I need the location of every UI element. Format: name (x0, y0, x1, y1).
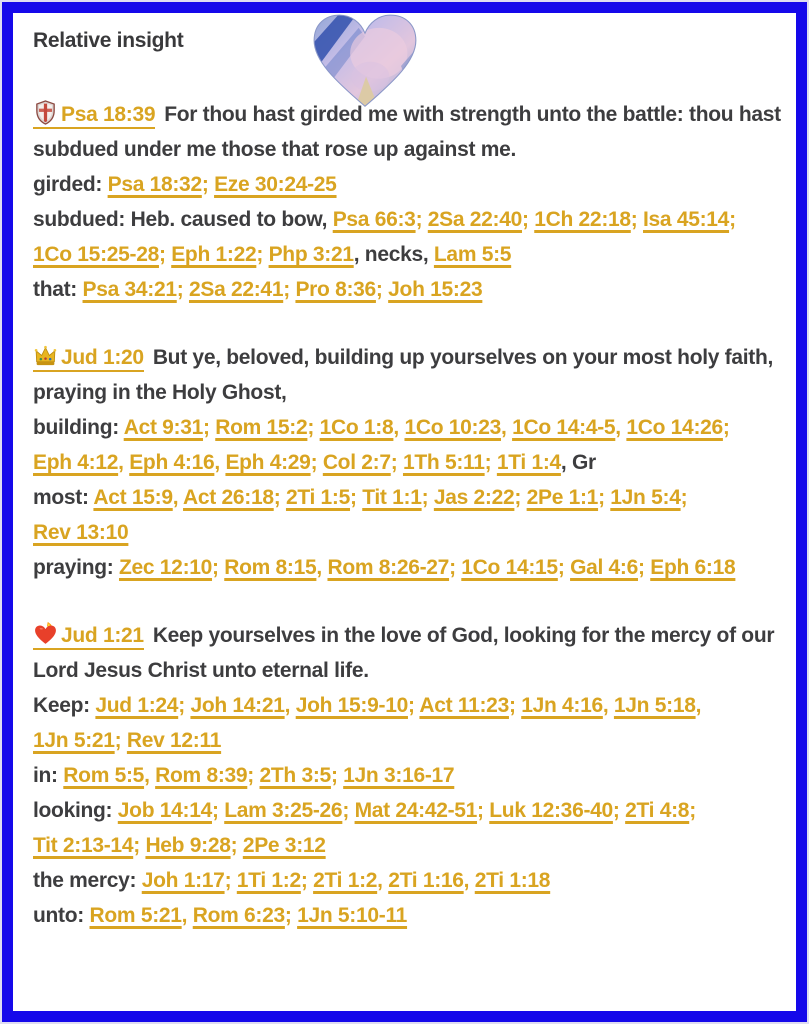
page (2, 2, 807, 1022)
shield-icon (33, 100, 58, 125)
scripture-link[interactable]: Eph 4:29 (225, 451, 311, 474)
scripture-link[interactable]: 1Jn 5:21 (33, 729, 115, 752)
scripture-link[interactable]: 1Co 14:15 (461, 556, 558, 579)
ref-label: looking: (33, 799, 118, 822)
separator: ; (557, 556, 571, 579)
scripture-link[interactable]: Rom 8:15 (224, 556, 317, 579)
separator: ; (256, 243, 269, 266)
verse-heading (33, 618, 788, 688)
separator: ; (350, 486, 363, 509)
scripture-link[interactable]: 2Sa 22:40 (427, 208, 523, 231)
separator: ; (680, 486, 688, 509)
scripture-link[interactable]: Rom 5:5 (63, 764, 145, 787)
ref-label: the mercy: (33, 869, 142, 892)
cross-ref-line (33, 758, 788, 793)
scripture-link[interactable]: 1Ti 1:4 (496, 451, 561, 474)
separator: ; (224, 869, 237, 892)
ref-label: , Gr (560, 451, 596, 474)
scripture-link[interactable]: Psa 66:3 (332, 208, 416, 231)
verse-section (33, 97, 788, 307)
scripture-link[interactable]: Psa 18:32 (107, 173, 202, 196)
separator: ; (722, 416, 730, 439)
cross-ref-line (33, 688, 788, 758)
crown-icon (33, 343, 58, 368)
scripture-link[interactable]: Isa 45:14 (643, 208, 730, 231)
scripture-link[interactable]: 1Th 5:11 (402, 451, 485, 474)
separator: ; (158, 243, 172, 266)
scripture-link[interactable]: Mat 24:42-51 (354, 799, 478, 822)
cross-ref-line (33, 480, 788, 550)
cross-ref-line (33, 898, 788, 933)
scripture-link[interactable]: 2Ti 1:16 (388, 869, 464, 892)
scripture-link[interactable]: 1Co 14:26 (626, 416, 723, 439)
separator: ; (201, 173, 215, 196)
verse-section (33, 618, 788, 933)
verse-ref-text: Jud 1:21 (61, 624, 144, 647)
ref-label: in: (33, 764, 64, 787)
verse-heading (33, 340, 788, 410)
separator: ; (283, 278, 296, 301)
separator: ; (230, 834, 243, 857)
separator: ; (638, 556, 651, 579)
scripture-link[interactable]: 2Pe 3:12 (242, 834, 326, 857)
separator: , (316, 556, 328, 579)
separator: ; (273, 486, 286, 509)
verse-ref-link[interactable] (33, 103, 155, 129)
separator: ; (247, 764, 260, 787)
separator: ; (484, 451, 497, 474)
separator: , (615, 416, 627, 439)
ref-label: subdued: Heb. caused to bow, (33, 208, 333, 231)
verse-text: For thou hast girded me with strength unto the battle: thou hast subdued under me those that rose up against me. (33, 103, 781, 161)
scripture-link[interactable]: 1Jn 5:18 (613, 694, 696, 717)
separator: ; (415, 208, 428, 231)
verse-ref-text: Psa 18:39 (61, 103, 156, 126)
separator: , (463, 869, 475, 892)
separator: ; (508, 694, 522, 717)
scripture-link[interactable]: Lam 3:25-26 (224, 799, 343, 822)
scripture-link[interactable]: 1Jn 4:16 (521, 694, 603, 717)
scripture-link[interactable]: Heb 9:28 (145, 834, 231, 857)
ref-label: unto: (33, 904, 90, 927)
separator: ; (598, 486, 611, 509)
scripture-link[interactable]: Jas 2:22 (433, 486, 515, 509)
scripture-link[interactable]: Rom 6:23 (192, 904, 285, 927)
ref-label: Keep: (33, 694, 96, 717)
scripture-link[interactable]: 2Ti 4:8 (625, 799, 690, 822)
scripture-link[interactable]: Act 9:31 (123, 416, 204, 439)
scripture-link[interactable]: Joh 15:9-10 (295, 694, 408, 717)
scripture-link[interactable]: 1Co 14:4-5 (512, 416, 616, 439)
separator: ; (449, 556, 462, 579)
verse-ref-text: Jud 1:20 (61, 346, 144, 369)
scripture-link[interactable]: Lam 5:5 (433, 243, 512, 266)
separator: ; (330, 764, 344, 787)
scripture-link[interactable]: 1Ti 1:2 (236, 869, 301, 892)
separator: ; (612, 799, 626, 822)
verse-text: But ye, beloved, building up yourselves on your most holy faith, praying in the Holy Ghost, (33, 346, 774, 404)
content (13, 97, 796, 933)
ref-label: girded: (33, 173, 108, 196)
scripture-link[interactable]: Rom 5:21 (89, 904, 182, 927)
verse-text: Keep yourselves in the love of God, looking for the mercy of our Lord Jesus Christ unto eternal life. (33, 624, 775, 682)
scripture-link[interactable]: Eph 6:18 (650, 556, 736, 579)
scripture-link[interactable]: Rev 13:10 (33, 521, 129, 544)
scripture-link[interactable]: Joh 15:23 (388, 278, 483, 301)
scripture-link[interactable]: Psa 34:21 (82, 278, 177, 301)
verse-ref-link[interactable] (33, 624, 144, 650)
header (13, 13, 796, 97)
separator: , (181, 904, 193, 927)
verse-ref-link[interactable] (33, 346, 144, 372)
scripture-link[interactable]: 1Jn 5:4 (610, 486, 681, 509)
separator: ; (211, 799, 225, 822)
separator: ; (421, 486, 434, 509)
ref-label: that: (33, 278, 83, 301)
scripture-link[interactable]: Act 15:9 (93, 486, 173, 509)
scripture-link[interactable]: Zec 12:10 (118, 556, 213, 579)
scripture-link[interactable]: 1Co 1:8 (319, 416, 394, 439)
scripture-link[interactable]: Col 2:7 (322, 451, 391, 474)
separator: ; (176, 278, 189, 301)
scripture-link[interactable]: 1Jn 3:16-17 (343, 764, 455, 787)
heart-photo-image (312, 13, 418, 103)
scripture-link[interactable]: 2Pe 1:1 (526, 486, 599, 509)
page-title: Relative insight (33, 29, 184, 52)
separator: , (144, 764, 156, 787)
scripture-link[interactable]: Rom 8:26-27 (327, 556, 450, 579)
scripture-link[interactable]: 1Co 15:25-28 (33, 243, 159, 266)
scripture-link[interactable]: Act 26:18 (183, 486, 274, 509)
scripture-link[interactable]: Eze 30:24-25 (214, 173, 337, 196)
separator: ; (310, 451, 323, 474)
separator: ; (407, 694, 420, 717)
scripture-link[interactable]: Job 14:14 (117, 799, 212, 822)
scripture-link[interactable]: Pro 8:36 (295, 278, 376, 301)
scripture-link[interactable]: Tit 1:1 (362, 486, 422, 509)
separator: ; (342, 799, 355, 822)
scripture-link[interactable]: Act 11:23 (419, 694, 509, 717)
cross-ref-line (33, 272, 788, 307)
cross-ref-line (33, 863, 788, 898)
ref-label: praying: (33, 556, 119, 579)
separator: ; (307, 416, 320, 439)
scripture-link[interactable]: 1Jn 5:10-11 (297, 904, 408, 927)
separator: , (284, 694, 296, 717)
ref-label: , necks, (353, 243, 434, 266)
cross-ref-line (33, 410, 788, 480)
separator: ; (630, 208, 644, 231)
scripture-link[interactable]: Rom 8:39 (155, 764, 248, 787)
separator: ; (477, 799, 490, 822)
separator: ; (300, 869, 314, 892)
scripture-link[interactable]: 1Ch 22:18 (534, 208, 631, 231)
ref-label: most: (33, 486, 94, 509)
scripture-link[interactable]: 1Co 10:23 (404, 416, 501, 439)
cross-ref-line (33, 202, 788, 272)
separator: ; (114, 729, 127, 752)
scripture-link[interactable]: Gal 4:6 (570, 556, 638, 579)
separator: ; (514, 486, 527, 509)
scripture-link[interactable]: Eph 1:22 (171, 243, 257, 266)
separator: ; (133, 834, 146, 857)
scripture-link[interactable]: Joh 14:21 (190, 694, 285, 717)
scripture-link[interactable]: Jud 1:24 (95, 694, 179, 717)
cross-ref-line (33, 550, 788, 585)
scripture-link[interactable]: Luk 12:36-40 (489, 799, 613, 822)
separator: , (602, 694, 614, 717)
separator: ; (689, 799, 696, 822)
separator: , (377, 869, 389, 892)
scripture-link[interactable]: Tit 2:13-14 (33, 834, 134, 857)
separator: ; (522, 208, 535, 231)
separator: , (214, 451, 226, 474)
separator: ; (212, 556, 225, 579)
scripture-link[interactable]: Eph 4:16 (129, 451, 215, 474)
separator: ; (390, 451, 403, 474)
separator: , (172, 486, 184, 509)
separator: , (393, 416, 405, 439)
heart-on-fire-icon (33, 621, 58, 646)
scripture-link[interactable]: 2Ti 1:18 (474, 869, 551, 892)
verse-section (33, 340, 788, 585)
scripture-link[interactable]: Eph 4:12 (33, 451, 119, 474)
scripture-link[interactable]: 2Ti 1:5 (285, 486, 351, 509)
scripture-link[interactable]: 2Sa 22:41 (188, 278, 284, 301)
scripture-link[interactable]: Joh 1:17 (141, 869, 225, 892)
separator: , (501, 416, 513, 439)
scripture-link[interactable]: 2Th 3:5 (259, 764, 331, 787)
separator: ; (178, 694, 191, 717)
scripture-link[interactable]: Rev 12:11 (126, 729, 222, 752)
cross-ref-line (33, 167, 788, 202)
cross-ref-line (33, 793, 788, 863)
separator: ; (729, 208, 736, 231)
ref-label: building: (33, 416, 124, 439)
scripture-link[interactable]: 2Ti 1:2 (313, 869, 378, 892)
separator: , (118, 451, 130, 474)
separator: , (695, 694, 702, 717)
scripture-link[interactable]: Rom 15:2 (215, 416, 308, 439)
scripture-link[interactable]: Php 3:21 (268, 243, 354, 266)
separator: ; (284, 904, 298, 927)
separator: ; (203, 416, 216, 439)
separator: ; (375, 278, 389, 301)
